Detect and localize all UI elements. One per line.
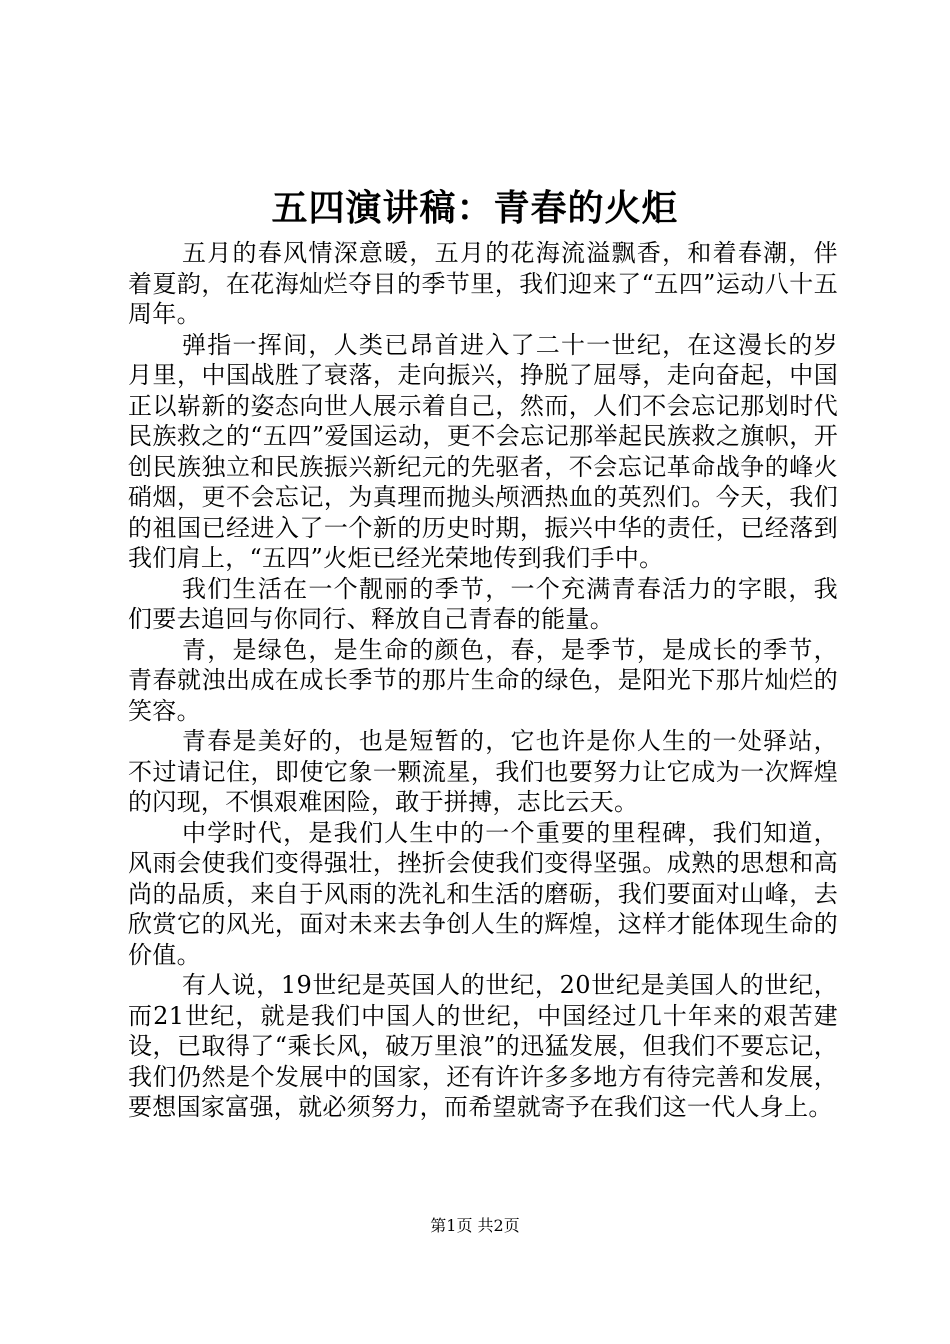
- paragraph-5: 青春是美好的，也是短暂的，它也许是你人生的一处驿站，不过请记住，即使它象一颗流星，我们也要努力让它成为一次辉煌的闪现，不惧艰难困险，敢于拼搏，志比云天。: [128, 727, 838, 816]
- paragraph-2: 弹指一挥间，人类已昂首进入了二十一世纪，在这漫长的岁月里，中国战胜了衰落，走向振兴，挣脱了屈辱，走向奋起，中国正以崭新的姿态向世人展示着自己，然而，人们不会忘记那划时代民族救之的“五四”爱国运动，更不会忘记那举起民族救之旗帜，开创民族独立和民族振兴新纪元的先驱者，不会忘记革命战争的峰火硝烟，更不会忘记，为真理而抛头颅洒热血的英烈们。今天，我们的祖国已经进入了一个新的历史时期，振兴中华的责任，已经落到我们肩上，“五四”火炬已经光荣地传到我们手中。: [128, 330, 838, 572]
- paragraph-3: 我们生活在一个靓丽的季节，一个充满青春活力的字眼，我们要去追回与你同行、释放自己青春的能量。: [128, 574, 838, 633]
- document-body: [128, 238, 838, 1123]
- paragraph-6: 中学时代，是我们人生中的一个重要的里程碑，我们知道，风雨会使我们变得强壮，挫折会使我们变得坚强。成熟的思想和高尚的品质，来自于风雨的洗礼和生活的磨砺，我们要面对山峰，去欣赏它的风光，面对未来去争创人生的辉煌，这样才能体现生命的价值。: [128, 818, 838, 969]
- paragraph-1: 五月的春风情深意暖，五月的花海流溢飘香，和着春潮，伴着夏韵，在花海灿烂夺目的季节里，我们迎来了“五四”运动八十五周年。: [128, 239, 838, 328]
- paragraph-4: 青，是绿色，是生命的颜色，春，是季节，是成长的季节，青春就浊出成在成长季节的那片生命的绿色，是阳光下那片灿烂的笑容。: [128, 635, 838, 725]
- document-title: 五四演讲稿：青春的火炬: [271, 187, 679, 229]
- paragraph-7: 有人说，19世纪是英国人的世纪，20世纪是美国人的世纪，而21世纪，就是我们中国人的世纪，中国经过几十年来的艰苦建设，已取得了“乘长风，破万里浪”的迅猛发展，但我们不要忘记，我们仍然是个发展中的国家，还有许许多多地方有待完善和发展，要想国家富强，就必须努力，而希望就寄予在我们这一代人身上。: [128, 971, 838, 1121]
- page-footer: 第1页 共2页: [430, 1216, 520, 1235]
